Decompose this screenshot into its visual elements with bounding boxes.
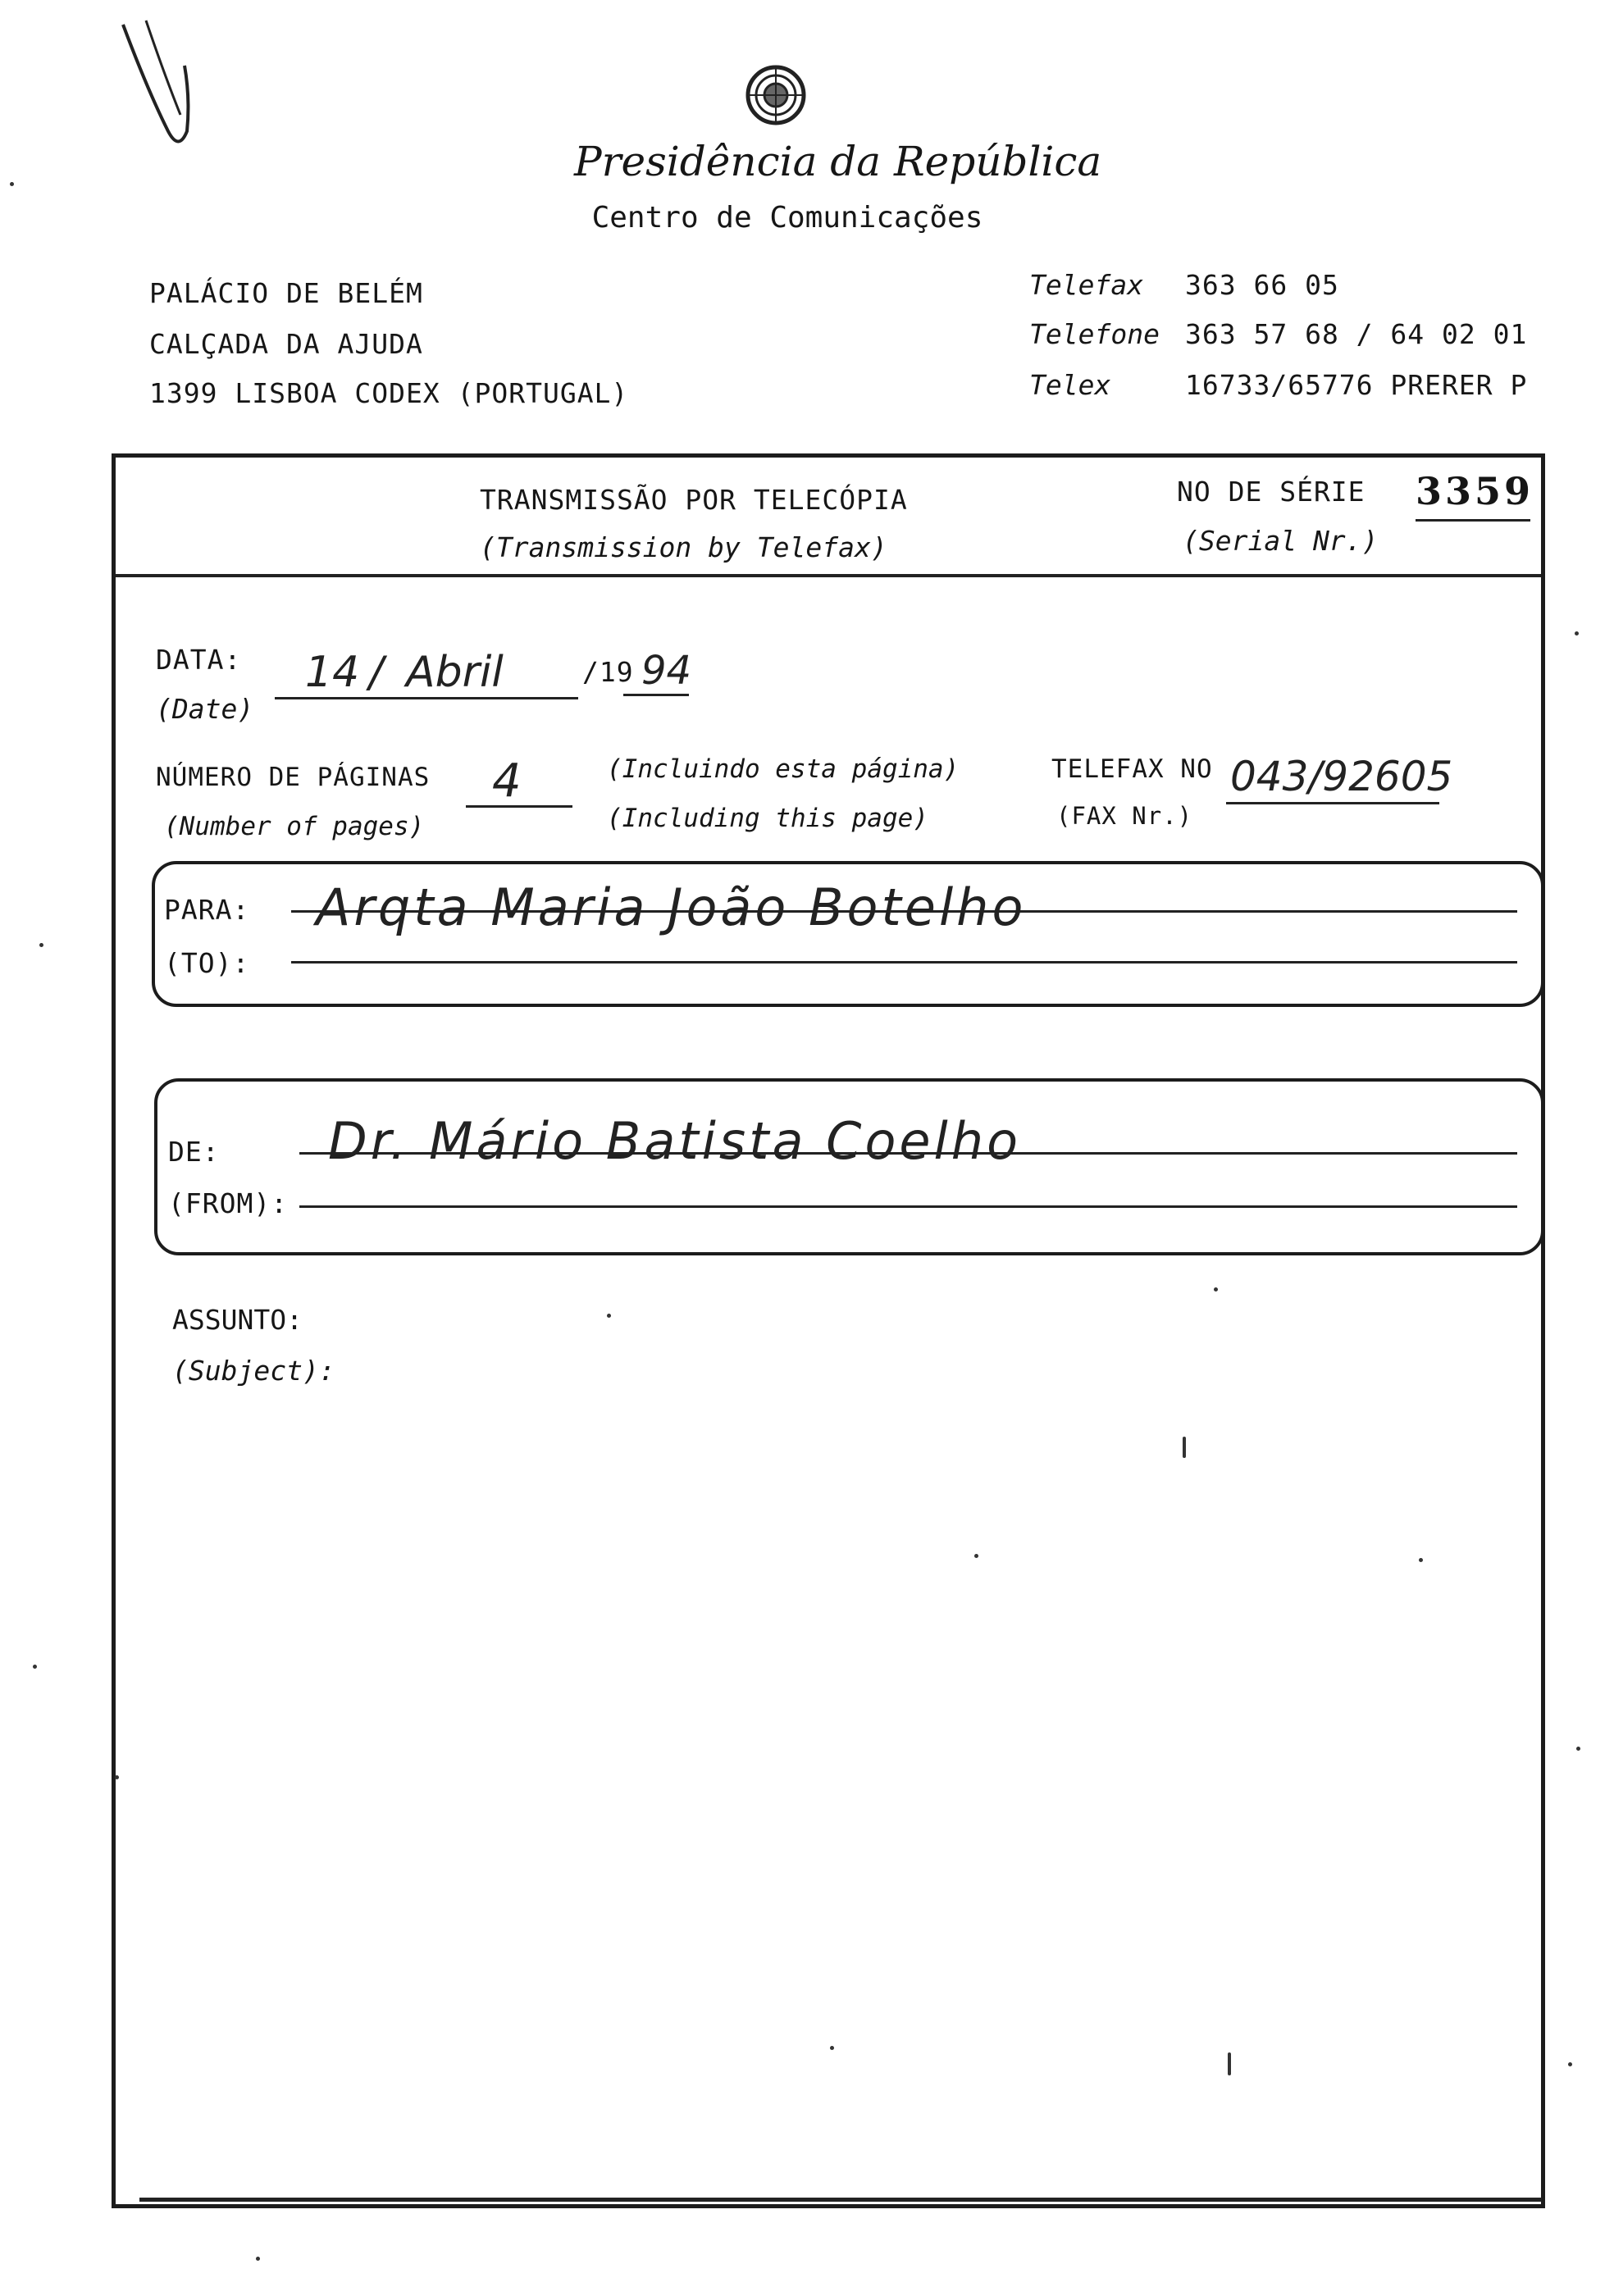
to-line-1 <box>291 910 1517 913</box>
telex-label: Telex <box>1029 369 1111 401</box>
scan-speck <box>607 1314 611 1318</box>
serial-label-en: (Serial Nr.) <box>1183 525 1379 557</box>
bottom-border <box>139 2198 1542 2202</box>
to-value: Arqta Maria João Botelho <box>316 877 1027 937</box>
transmission-title: TRANSMISSÃO POR TELECÓPIA <box>480 484 908 516</box>
form-frame <box>112 453 1545 2208</box>
fax-label-en: (FAX Nr.) <box>1056 802 1193 830</box>
scan-speck <box>256 2257 260 2261</box>
address-line-2: CALÇADA DA AJUDA <box>149 328 423 360</box>
from-value: Dr. Mário Batista Coelho <box>328 1111 1021 1171</box>
fax-value: 043/92605 <box>1230 753 1453 800</box>
to-line-2 <box>291 961 1517 963</box>
paper-clip-mark <box>115 16 205 148</box>
telefone-value: 363 57 68 / 64 02 01 <box>1185 318 1528 350</box>
telex-value: 16733/65776 PRERER P <box>1185 369 1528 401</box>
telefone-label: Telefone <box>1029 318 1160 350</box>
pages-value: 4 <box>492 754 522 808</box>
serial-label: NO DE SÉRIE <box>1177 476 1366 508</box>
telefax-value: 363 66 05 <box>1185 269 1339 301</box>
pages-label: NÚMERO DE PÁGINAS <box>156 763 431 792</box>
date-year-suffix: 94 <box>641 648 692 694</box>
date-year-prefix: /19 <box>582 656 634 688</box>
scan-speck <box>115 1775 119 1779</box>
date-day: 14 <box>305 648 360 697</box>
date-label-en: (Date) <box>156 693 254 725</box>
fax-label: TELEFAX NO <box>1051 754 1213 784</box>
scan-speck <box>1183 1437 1186 1458</box>
scan-speck <box>1228 2052 1231 2075</box>
transmission-title-en: (Transmission by Telefax) <box>480 531 887 563</box>
serial-number: 3359 <box>1416 469 1534 513</box>
pages-note-en: (Including this page) <box>607 804 928 833</box>
from-label: DE: <box>168 1136 220 1168</box>
scan-speck <box>1419 1558 1423 1562</box>
date-underline <box>275 697 578 699</box>
from-label-en: (FROM): <box>168 1187 289 1219</box>
pages-underline <box>466 805 572 808</box>
scan-speck <box>10 182 14 186</box>
scan-speck <box>974 1554 978 1558</box>
address-line-1: PALÁCIO DE BELÉM <box>149 277 423 309</box>
pages-label-en: (Number of pages) <box>164 812 425 841</box>
date-label: DATA: <box>156 644 242 676</box>
letterhead-subtitle: Centro de Comunicações <box>591 201 983 235</box>
address-line-3: 1399 LISBOA CODEX (PORTUGAL) <box>149 377 629 409</box>
subject-label-en: (Subject): <box>172 1355 335 1387</box>
letterhead-title: Presidência da República <box>574 138 1102 185</box>
scan-speck <box>1568 2062 1572 2066</box>
header-divider <box>116 574 1541 577</box>
scan-speck <box>1214 1287 1218 1292</box>
to-label-en: (TO): <box>164 947 250 979</box>
fax-underline <box>1226 802 1439 804</box>
scan-speck <box>1575 631 1579 636</box>
from-line-2 <box>299 1205 1517 1208</box>
subject-label: ASSUNTO: <box>172 1304 303 1336</box>
scan-speck <box>1576 1747 1580 1751</box>
date-month: Abril <box>406 648 504 697</box>
serial-underline <box>1416 519 1530 522</box>
year-underline <box>623 694 689 696</box>
telefax-label: Telefax <box>1029 269 1144 301</box>
pages-note: (Incluindo esta página) <box>607 754 960 784</box>
republic-seal-icon <box>743 62 809 128</box>
to-label: PARA: <box>164 894 250 926</box>
scan-speck <box>830 2046 834 2050</box>
from-line-1 <box>299 1152 1517 1155</box>
date-sep: / <box>369 648 384 697</box>
scan-speck <box>39 943 43 947</box>
scan-speck <box>33 1665 37 1669</box>
